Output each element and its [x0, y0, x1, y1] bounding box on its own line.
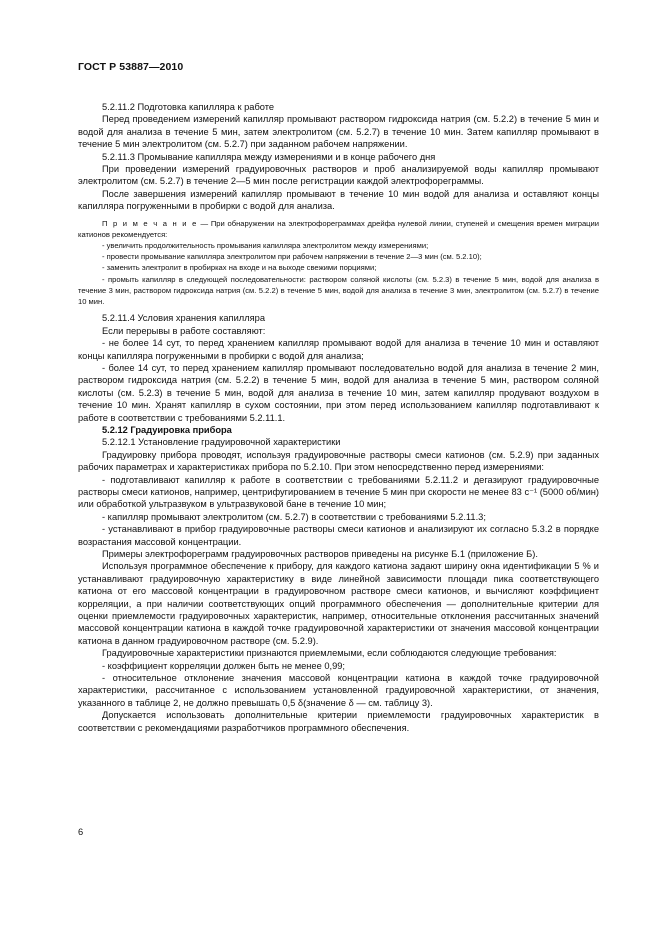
paragraph: После завершения измерений капилляр промывают в течение 10 мин водой для анализа и оставляют концы капилляра погруженными в пробирки с водой для анализа. [78, 188, 599, 212]
section-heading-5-2-11-2: 5.2.11.2 Подготовка капилляра к работе [102, 102, 275, 112]
paragraph: Перед проведением измерений капилляр промывают раствором гидроксида натрия (см. 5.2.2) в течение 5 мин и водой для анализа в течение 5 мин, затем электролитом (см. 5.2.7) в течение 10 мин. Затем капилляр промывают в течение 5 мин электролитом (см. 5.2.7) при заданном рабочем напряжении. [78, 114, 599, 150]
list-item: - не более 14 сут, то перед хранением капилляр промывают водой для анализа в течение 10 мин и оставляют концы капилляра погруженными в пробирки с водой для анализа; [78, 338, 599, 361]
list-item: - подготавливают капилляр к работе в соответствии с требованиями 5.2.11.2 и дегазируют градуировочные растворы смеси катионов, например, центрифугированием в течение 5 мин при скорости не менее 83 с⁻¹ (5000 об/мин) или обработкой ультразвуком в ультразвуковой бане в течение 10 мин; [78, 474, 599, 510]
list-item: - более 14 сут, то перед хранением капилляр промывают последовательно водой для анализа в течение 2 мин, раствором гидроксида натрия (см. 5.2.2) в течение 5 мин, водой для анализа в течение 5 мин, раствором соляной кислоты (см. 5.2.3) в течение 5 мин, водой для анализа в течение 10 мин, затем капилляр продувают воздухом в течение 10 мин. Хранят капилляр в сухом состоянии, при этом перед использованием капилляр подготавливают к работе в соответствии с требованиями 5.2.11.1. [78, 362, 599, 423]
note-item: - заменить электролит в пробирках на входе и на выходе свежими порциями; [102, 263, 377, 273]
list-item: - относительное отклонение значения массовой концентрации катиона в каждой точке градуировочной характеристики, рассчитанное с использованием установленной градуировочной характеристики, от значения, указанного в таблице 2, не должно превышать 0,5 δ(значение δ — см. таблицу 3). [78, 673, 599, 708]
section-heading-5-2-12-1: 5.2.12.1 Установление градуировочной характеристики [102, 437, 341, 448]
paragraph: Используя программное обеспечение к прибору, для каждого катиона задают ширину окна идентификации 5 % и устанавливают градуировочную характеристику в виде линейной зависимости площади пика соответствующего катиона от его массовой концентрации в градуировочном растворе смеси катионов, и вычисляют коэффициент корреляции, а при наличии соответствующих опций программного обеспечения — дополнительные критерии для оценки приемлемости градуировочных характеристик, например, относительные отклонения рассчитанных значений массовой концентрации катиона в каждой точке градуировочной характеристики от значения массовой концентрации катиона в данном градуировочном растворе (см. 5.2.9). [78, 561, 599, 646]
paragraph: При проведении измерений градуировочных растворов и проб анализируемой воды капилляр промывают электролитом (см. 5.2.7) в течение 2—5 мин после регистрации каждой электрофореграммы. [78, 164, 599, 187]
paragraph: Если перерывы в работе составляют: [102, 325, 266, 336]
paragraph: Градуировку прибора проводят, используя градуировочные растворы смеси катионов (см. 5.2.9) при заданных рабочих параметрах и характеристиках прибора по 5.2.10. При этом непосредственно перед измерениями: [78, 449, 599, 473]
note-intro-text: — При обнаружении на электрофореграммах дрейфа нулевой линии, ступеней и смещения времен миграции катионов рекомендуется: [78, 218, 600, 239]
list-item: - устанавливают в прибор градуировочные растворы смеси катионов и анализируют их согласно 5.3.2 в порядке возрастания массовой концентрации. [78, 524, 599, 547]
list-item: - капилляр промывают электролитом (см. 5.2.7) в соответствии с требованиями 5.2.11.3; [102, 511, 486, 522]
note-label: П р и м е ч а н и е [102, 218, 198, 228]
note-item: - промыть капилляр в следующей последовательности: раствором соляной кислоты (см. 5.2.3) в течение 5 мин, водой для анализа в течение 3 мин, раствором гидроксида натрия (см. 5.2.2) в течение 5 мин, водой для анализа в течение 3 мин, электролитом (см. 5.2.7) в течение 10 мин. [78, 274, 599, 307]
note-item: - провести промывание капилляра электролитом при рабочем напряжении в течение 2—3 мин (см. 5.2.10); [102, 252, 482, 262]
note-block [78, 218, 599, 308]
page-number: 6 [78, 827, 84, 837]
section-heading-5-2-11-3: 5.2.11.3 Промывание капилляра между измерениями и в конце рабочего дня [102, 151, 436, 162]
note-item: - увеличить продолжительность промывания капилляра электролитом между измерениями; [102, 241, 429, 251]
section-heading-5-2-12: 5.2.12 Градуировка прибора [102, 424, 232, 435]
paragraph: Допускается использовать дополнительные критерии приемлемости градуировочных характеристик в соответствии с рекомендациями разработчиков программного обеспечения. [78, 710, 599, 733]
document-body [78, 101, 599, 734]
paragraph: Градуировочные характеристики признаются приемлемыми, если соблюдаются следующие требования: [102, 648, 557, 659]
section-heading-5-2-11-4: 5.2.11.4 Условия хранения капилляра [102, 313, 266, 324]
paragraph: Примеры электрофореграмм градуировочных растворов приведены на рисунке Б.1 (приложение Б). [102, 549, 538, 559]
list-item: - коэффициент корреляции должен быть не менее 0,99; [102, 660, 346, 671]
document-header: ГОСТ Р 53887—2010 [78, 61, 184, 73]
note-intro [78, 218, 599, 240]
